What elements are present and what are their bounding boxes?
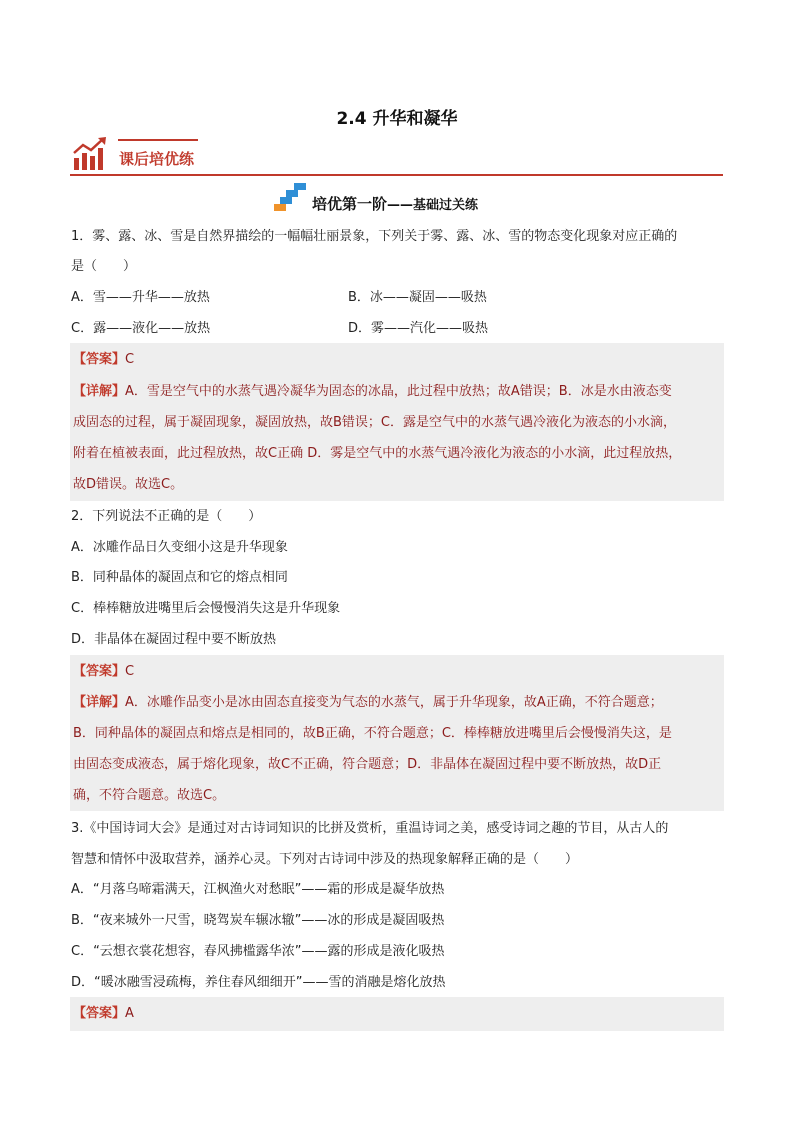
q3-answer: [73, 1004, 134, 1024]
stage-sub-label: ——基础过关练: [387, 198, 479, 213]
q1-answer: [73, 350, 134, 370]
header-divider: [70, 174, 723, 176]
section-label: 课后培优练: [119, 150, 195, 168]
q1-detail-line: 故D错误。故选C。: [73, 477, 184, 492]
section-header: [70, 136, 723, 178]
q2-option-a: A．冰雕作品日久变细小这是升华现象: [71, 540, 288, 555]
answer-value: A: [125, 1006, 134, 1021]
q3-stem-line: 3.《中国诗词大会》是通过对古诗词知识的比拼及赏析，重温诗词之美，感受诗词之趣的节目，从古人的: [71, 821, 669, 836]
q1-detail-line: 附着在植被表面，此过程放热，故C正确 D．雾是空气中的水蒸气遇冷液化为液态的小水滴，此过程放热，: [73, 446, 682, 461]
stage-main-label: 培优第一阶: [312, 195, 388, 213]
q2-option-b: B．同种晶体的凝固点和它的熔点相同: [71, 570, 288, 585]
detail-tag: 【详解】: [73, 384, 126, 399]
q3-stem-line: 智慧和情怀中汲取营养，涵养心灵。下列对古诗词中涉及的热现象解释正确的是（ ）: [71, 852, 579, 867]
q2-stem: 2．下列说法不正确的是（ ）: [71, 509, 262, 524]
q1-stem-line: 1．雾、露、冰、雪是自然界描绘的一幅幅壮丽景象，下列关于雾、露、冰、雪的物态变化现象对应正确的: [71, 229, 678, 244]
q3-option-a: A．“月落乌啼霜满天，江枫渔火对愁眠”——霜的形成是凝华放热: [71, 882, 445, 897]
answer-tag: 【答案】: [73, 352, 126, 367]
answer-tag: 【答案】: [73, 1006, 126, 1021]
q3-answer-box: [70, 997, 724, 1031]
page-title: 2.4 升华和凝华: [336, 109, 458, 129]
q1-option-a: A．雪——升华——放热: [71, 290, 210, 305]
q2-detail-line: 由固态变成液态，属于熔化现象，故C不正确，符合题意；D．非晶体在凝固过程中要不断放热，故D正: [73, 757, 662, 772]
q1-option-c: C．露——液化——放热: [71, 321, 211, 336]
q1-detail-line: [73, 382, 672, 402]
detail-text: A．雪是空气中的水蒸气遇冷凝华为固态的冰晶，此过程中放热；故A错误；B．冰是水由液态变: [125, 384, 672, 399]
growth-chart-icon: [72, 136, 108, 172]
q3-option-d: D．“暖冰融雪浸疏梅，养住春风细细开”——雪的消融是熔化放热: [71, 975, 446, 990]
q3-option-b: B．“夜来城外一尺雪，晓驾炭车辗冰辙”——冰的形成是凝固吸热: [71, 913, 445, 928]
detail-text: A．冰雕作品变小是冰由固态直接变为气态的水蒸气，属于升华现象，故A正确，不符合题意；: [125, 695, 663, 710]
q2-detail-line: 确，不符合题意。故选C。: [73, 788, 226, 803]
q1-answer-box: [70, 343, 724, 501]
q2-option-d: D．非晶体在凝固过程中要不断放热: [71, 632, 277, 647]
stage-header: [0, 181, 794, 215]
header-accent-line: [118, 139, 198, 141]
q2-detail-line: [73, 693, 663, 713]
q1-option-d: D．雾——汽化——吸热: [348, 321, 489, 336]
answer-tag: 【答案】: [73, 664, 126, 679]
q2-answer-box: [70, 655, 724, 811]
q2-answer: [73, 662, 134, 682]
detail-tag: 【详解】: [73, 695, 126, 710]
q1-stem-line: 是（ ）: [71, 259, 137, 274]
answer-value: C: [125, 352, 135, 367]
q1-detail-line: 成固态的过程，属于凝固现象，凝固放热，故B错误；C．露是空气中的水蒸气遇冷液化为液态的小水滴，: [73, 415, 676, 430]
q1-option-b: B．冰——凝固——吸热: [348, 290, 487, 305]
q2-detail-line: B．同种晶体的凝固点和熔点是相同的，故B正确，不符合题意；C．棒棒糖放进嘴里后会慢慢消失这，是: [73, 726, 672, 741]
stage-title: [312, 193, 478, 214]
stairs-icon: [274, 183, 308, 211]
q2-option-c: C．棒棒糖放进嘴里后会慢慢消失这是升华现象: [71, 601, 341, 616]
q3-option-c: C．“云想衣裳花想容，春风拂槛露华浓”——露的形成是液化吸热: [71, 944, 445, 959]
answer-value: C: [125, 664, 135, 679]
